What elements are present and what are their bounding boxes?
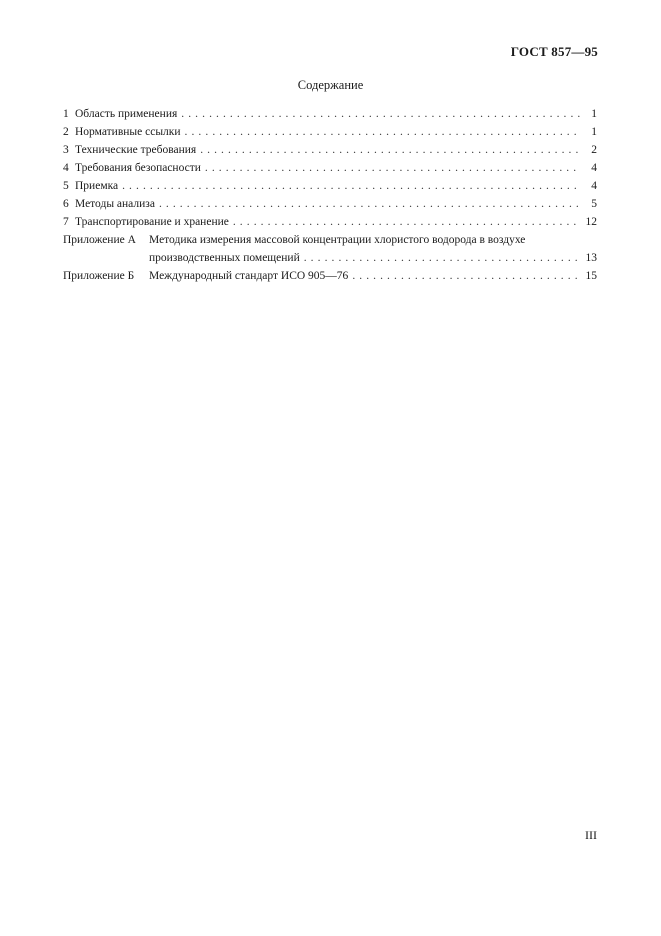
appendix-title-line1: Международный стандарт ИСО 905—76 <box>149 270 349 282</box>
dot-leader <box>181 105 581 123</box>
toc-item-label: Транспортирование и хранение <box>75 216 229 228</box>
toc-item[interactable] <box>63 177 597 195</box>
toc-title: Содержание <box>297 78 364 92</box>
dot-leader <box>205 159 581 177</box>
toc-item-label: Приемка <box>75 180 119 192</box>
appendix-page: 15 <box>585 270 597 282</box>
dot-leader <box>159 195 581 213</box>
toc-appendix-b[interactable] <box>63 267 597 285</box>
dot-leader <box>352 267 581 285</box>
toc-item-label: Технические требования <box>75 144 197 156</box>
toc-item[interactable] <box>63 105 597 123</box>
toc-item-label: Требования безопасности <box>75 162 201 174</box>
toc-appendix-a-continuation[interactable] <box>63 249 597 267</box>
toc-appendix-a[interactable] <box>63 231 597 249</box>
page-number: III <box>585 828 597 842</box>
document-code: ГОСТ 857—95 <box>510 44 598 59</box>
toc-item-number: 7 <box>63 216 69 228</box>
dot-leader <box>122 177 581 195</box>
dot-leader <box>185 123 581 141</box>
toc-item[interactable] <box>63 123 597 141</box>
toc-item-label: Нормативные ссылки <box>75 126 181 138</box>
toc-item-page: 4 <box>591 162 597 174</box>
appendix-title-line2: производственных помещений <box>149 252 300 264</box>
toc-item-number: 3 <box>63 144 69 156</box>
appendix-prefix: Приложение Б <box>63 270 135 282</box>
toc-item-number: 1 <box>63 108 69 120</box>
toc-item-page: 1 <box>591 126 597 138</box>
toc-item[interactable] <box>63 213 597 231</box>
toc-item-page: 4 <box>591 180 597 192</box>
toc-item-label: Область применения <box>75 108 178 120</box>
toc-item-page: 5 <box>591 198 597 210</box>
toc-item[interactable] <box>63 159 597 177</box>
toc-item-page: 2 <box>591 144 597 156</box>
toc-item-number: 5 <box>63 180 69 192</box>
toc-item-number: 6 <box>63 198 69 210</box>
appendix-title-line1: Методика измерения массовой концентрации хлористого водорода в воздухе <box>149 234 526 246</box>
toc-item-page: 12 <box>585 216 597 228</box>
table-of-contents <box>63 105 597 285</box>
appendix-prefix: Приложение А <box>63 234 136 246</box>
dot-leader <box>304 249 581 267</box>
toc-item-number: 4 <box>63 162 69 174</box>
toc-item-number: 2 <box>63 126 69 138</box>
toc-item-page: 1 <box>591 108 597 120</box>
appendix-page: 13 <box>585 252 597 264</box>
dot-leader <box>200 141 581 159</box>
dot-leader <box>233 213 581 231</box>
toc-item[interactable] <box>63 195 597 213</box>
toc-item[interactable] <box>63 141 597 159</box>
toc-item-label: Методы анализа <box>75 198 155 210</box>
